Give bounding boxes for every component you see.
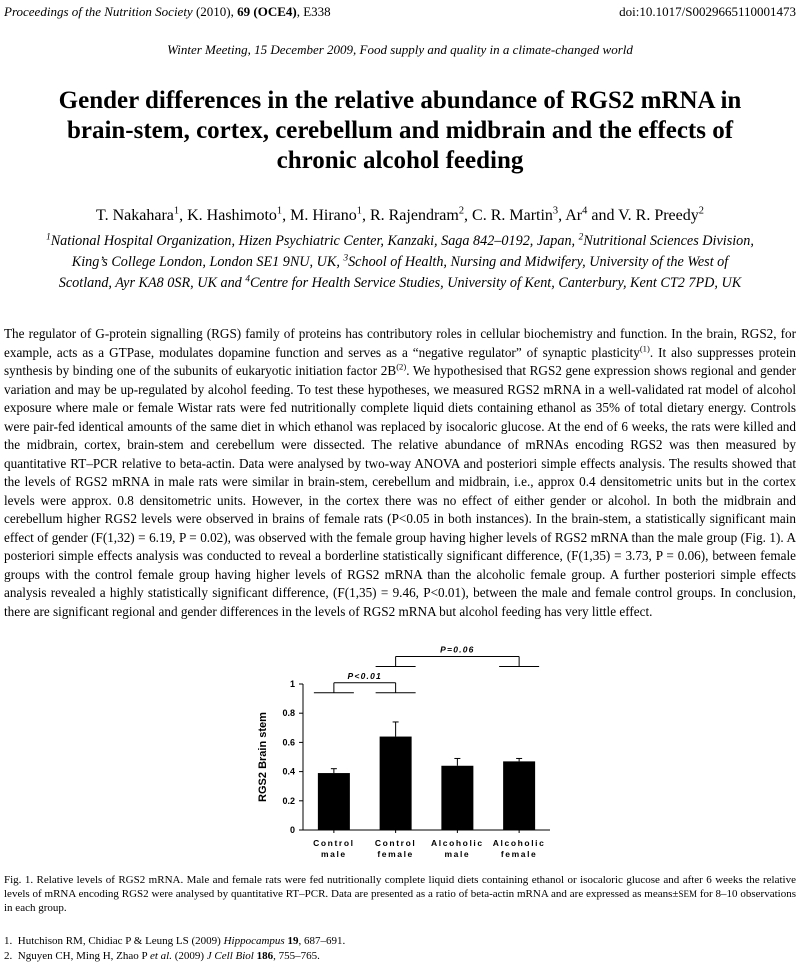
bar — [503, 761, 535, 830]
caption-pm: ± — [672, 888, 679, 900]
author-name: Ar — [565, 207, 583, 224]
reference-item — [4, 934, 796, 949]
article-title: Gender differences in the relative abundance of RGS2 mRNA in brain-stem, cortex, cerebellum and midbrain and the effects of chronic alcohol feeding — [58, 87, 742, 174]
author-separator: and — [587, 207, 619, 224]
affiliation-number: 3 — [343, 252, 349, 263]
author-separator: , — [282, 207, 291, 224]
x-tick-label: female — [377, 849, 414, 859]
x-tick-label: Alcoholic — [431, 838, 484, 848]
bar — [441, 766, 473, 830]
reference-pages: , 755–765. — [273, 950, 320, 962]
reference-volume: 186 — [256, 950, 274, 962]
reference-number: 1. — [4, 935, 13, 947]
reference-year: (2009) — [171, 950, 207, 962]
author-name: T. Nakahara — [96, 207, 174, 224]
reference-list — [4, 934, 796, 964]
affiliation-text: Nutritional Sciences Division, — [583, 233, 754, 249]
abstract-part-1: The regulator of G-protein signalling (RGS) family of proteins has contributory roles in cellular biochemistry and function. In the brain, RGS2, for example, acts as a GTPase, modulates dopamine function and serves as a “negative regulator” of synaptic plasticity — [4, 326, 796, 360]
author-separator: , — [179, 207, 188, 224]
x-tick-label: male — [320, 849, 347, 859]
caption-sem: SEM — [678, 889, 697, 899]
figure-1-chart — [250, 644, 570, 866]
reference-journal: Hippocampus — [223, 935, 285, 947]
author-name: M. Hirano — [290, 207, 357, 224]
bar — [318, 773, 350, 830]
citation-2[interactable]: (2) — [396, 361, 407, 372]
affiliation-text: King’s College London, London SE1 9NU, UK, — [71, 254, 344, 270]
author-affiliation-number: 2 — [458, 205, 465, 217]
affiliation-text: Centre for Health Service Studies, University of Kent, Canterbury, Kent CT2 7PD, UK — [249, 275, 742, 291]
reference-journal: J Cell Biol — [206, 950, 254, 962]
caption-label: Fig. 1. — [4, 874, 34, 886]
journal-page: , E338 — [296, 4, 331, 19]
reference-pages: , 687–691. — [298, 935, 346, 947]
journal-year: (2010), — [195, 4, 234, 19]
author-separator: , — [558, 207, 566, 224]
affiliation-text: National Hospital Organization, Hizen Psychiatric Center, Kanzaki, Saga 842–0192, Japan, — [50, 233, 579, 249]
reference-item — [4, 949, 796, 964]
x-tick-label: male — [444, 849, 471, 859]
meeting-line: Winter Meeting, 15 December 2009, Food supply and quality in a climate-changed world — [167, 42, 633, 57]
y-tick-label: 0.4 — [282, 766, 295, 777]
y-tick-label: 1 — [289, 679, 295, 689]
author-affiliation-number: 1 — [173, 205, 180, 217]
x-tick-label: Control — [313, 838, 355, 848]
abstract — [4, 325, 796, 621]
abstract-part-3: . We hypothesised that RGS2 gene expression shows regional and gender variation and may be up-regulated by alcohol feeding. To test these hypotheses, we measured RGS2 mRNA in a well-validated rat model of alcohol exposure where male or female Wistar rats were fed nutritionally complete liquid diets containing ethanol as 35% of total dietary energy. Controls were pair-fed identical amounts of the same diet in which ethanol was replaced by isocaloric glucose. At the end of 6 weeks, the rats were killed and the midbrain, cortex, brain-stem and cerebellum were dissected. The relative abundance of mRNAs encoding RGS2 was then measured by quantitative RT–PCR relative to beta-actin. Data were analysed by two-way ANOVA and posteriori simple effects analysis. The results showed that the levels of RGS2 mRNA in male rats were similar in brain-stem, cerebellum and midbrain, i.e., approx 0.4 densitometric units but in the cortex levels were approx. 0.8 densitometric units. However, in the cortex there was no effect of either gender or alcohol. In both the midbrain and cerebellum higher RGS2 levels were observed in brains of female rats (P<0.05 in both instances). In the brain-stem, a statistically significant main effect of gender (F(1,32) = 6.19, P = 0.02), was observed with the female group having higher levels of RGS2 mRNA than the male group (Fig. 1). A posteriori simple effects analysis was conducted to reveal a borderline statistically significant difference, (F(1,35) = 3.73, P = 0.06), between female groups with the control female group having higher levels of RGS2 mRNA than the alcoholic female group. A further posteriori simple effects analysis revealed a highly statistically significant difference, (F(1,35) = 9.46, P<0.01), between the male and female control groups. In conclusion, there are significant regional and gender differences in the levels of RGS2 mRNA but alcohol feeding has very little effect. — [4, 363, 796, 619]
significance-label: P=0.06 — [440, 644, 475, 655]
author-name: K. Hashimoto — [187, 207, 277, 224]
author-list — [0, 207, 800, 225]
caption-tail: for 8–10 observations in each group. — [4, 888, 796, 914]
x-tick-label: female — [500, 849, 538, 859]
bar-chart-svg — [250, 644, 570, 866]
author-name: V. R. Preedy — [618, 207, 699, 224]
x-tick-label: Control — [374, 838, 417, 848]
author-separator: , — [464, 207, 473, 224]
journal-volume: 69 — [237, 4, 251, 19]
author-affiliation-number: 1 — [356, 205, 362, 217]
caption-text: Relative levels of RGS2 mRNA. Male and female rats were fed nutritionally complete liquid diets containing ethanol or isocaloric glucose and after 6 weeks the relative levels of mRNA encoding RGS2 were analysed by quantitative RT–PCR. Data are presented as a ratio of beta-actin mRNA and are expressed as means — [4, 874, 796, 900]
author-affiliation-number: 1 — [276, 205, 283, 217]
reference-etal: et al. — [149, 950, 172, 962]
reference-volume: 19 — [287, 935, 299, 947]
figure-caption — [4, 873, 796, 915]
affiliation-number: 2 — [578, 231, 584, 242]
y-tick-label: 0.8 — [282, 708, 295, 719]
author-separator: , — [361, 207, 370, 224]
y-tick-label: 0.2 — [282, 795, 295, 806]
citation-1[interactable]: (1) — [639, 343, 650, 354]
reference-authors: Hutchison RM, Chidiac P & Leung LS (2009) — [17, 935, 224, 947]
reference-number: 2. — [4, 950, 13, 962]
reference-authors: Nguyen CH, Ming H, Zhao P — [17, 950, 150, 962]
author-name: R. Rajendram — [369, 207, 459, 224]
running-header — [4, 4, 796, 20]
bar — [380, 737, 412, 830]
significance-label: P<0.01 — [347, 670, 382, 681]
journal-name: Proceedings of the Nutrition Society — [4, 4, 193, 19]
abstract-part-2: . It also suppresses protein synthesis by binding one of the subunits of eukaryotic initiation factor 2B — [4, 344, 796, 378]
doi[interactable]: doi:10.1017/S0029665110001473 — [619, 4, 796, 19]
y-tick-label: 0.6 — [282, 737, 295, 748]
affiliation-number: 4 — [245, 273, 250, 284]
affiliations — [4, 231, 796, 294]
x-tick-label: Alcoholic — [492, 838, 546, 848]
affiliation-number: 1 — [46, 231, 51, 242]
affiliation-text: School of Health, Nursing and Midwifery, University of the West of — [348, 254, 729, 270]
y-tick-label: 0 — [289, 825, 295, 835]
author-affiliation-number: 2 — [698, 205, 704, 217]
y-axis-label: RGS2 Brain stem — [257, 712, 269, 802]
author-affiliation-number: 3 — [552, 205, 559, 217]
author-name: C. R. Martin — [472, 207, 553, 224]
author-affiliation-number: 4 — [582, 205, 588, 217]
affiliation-text: Scotland, Ayr KA8 0SR, UK and — [58, 275, 246, 291]
journal-issue: (OCE4) — [253, 4, 297, 19]
